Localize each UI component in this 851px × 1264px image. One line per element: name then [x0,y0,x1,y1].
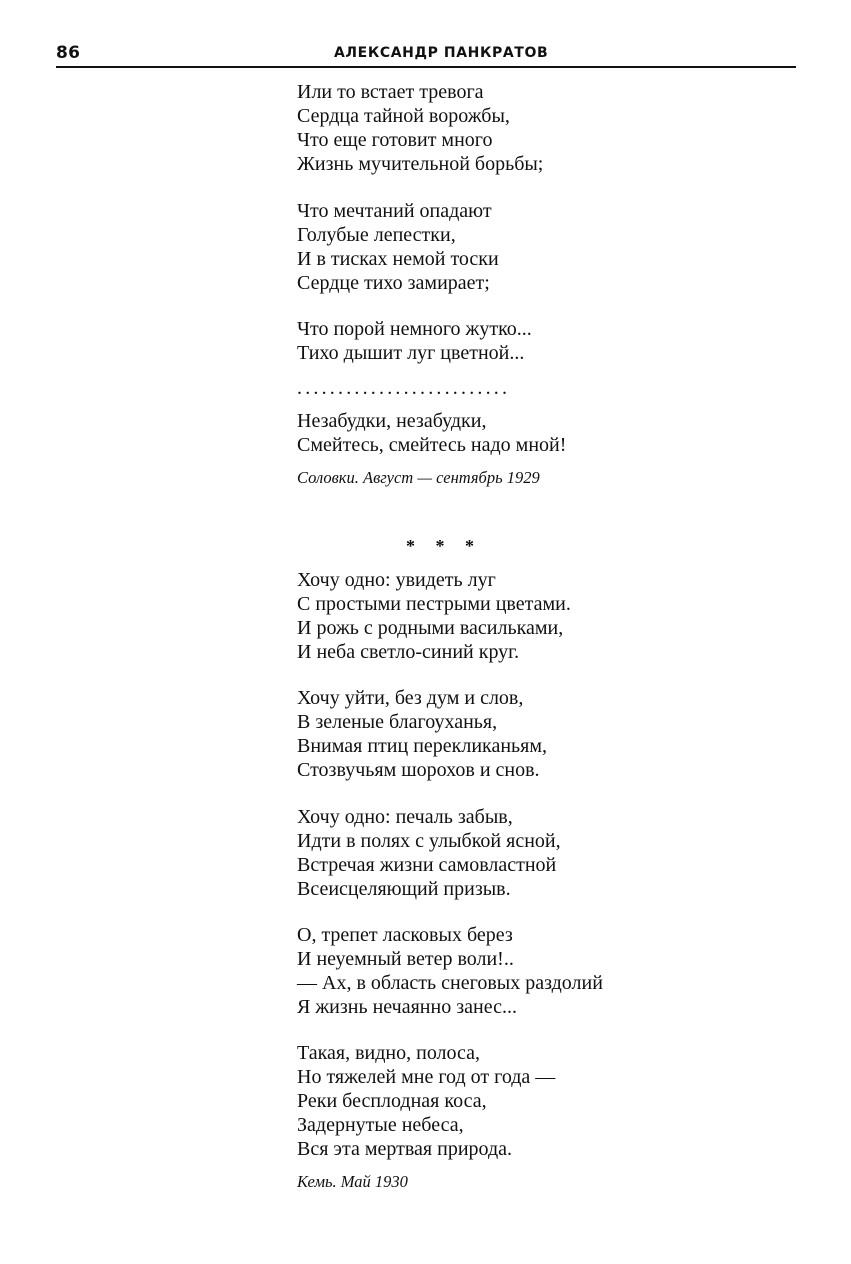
ellipsis-line: .......................... [297,377,511,399]
poem-line: Стозвучьям шорохов и снов. [297,759,540,781]
poem-line: Голубые лепестки, [297,224,456,246]
poem1-stanza-1 [297,80,543,176]
poem1-stanza-3 [297,317,532,365]
poem-line: О, трепет ласковых берез [297,924,513,946]
poem-line: Тихо дышит луг цветной... [297,342,525,364]
poem2-stanza-3 [297,805,561,901]
poem-line: Всеисцеляющий призыв. [297,878,511,900]
poem-line: И неуемный ветер воли!.. [297,948,514,970]
poem-line: Незабудки, незабудки, [297,410,487,432]
poem1-stanza-2 [297,199,499,295]
poem-line: Хочу одно: увидеть луг [297,569,496,591]
poem1-signature: Соловки. Август — сентябрь 1929 [297,468,540,487]
poem-line: И рожь с родными васильками, [297,617,564,639]
poem-line: С простыми пестрыми цветами. [297,593,571,615]
poem2-stanza-1 [297,568,571,664]
poem-line: Сердца тайной ворожбы, [297,105,510,127]
poem-line: Сердце тихо замирает; [297,272,490,294]
poem-line: Внимая птиц перекликаньям, [297,735,548,757]
poem-line: Или то встает тревога [297,81,484,103]
poem-line: Вся эта мертвая природа. [297,1138,513,1160]
poem-line: Я жизнь нечаянно занес... [297,996,517,1018]
poem1-stanza-4 [297,409,566,457]
poem-line: Реки бесплодная коса, [297,1090,487,1112]
poem-line: Жизнь мучительной борьбы; [297,153,544,175]
page-number: 86 [56,43,81,63]
poem-line: В зеленые благоуханья, [297,711,498,733]
poem-line: Что порой немного жутко... [297,318,532,340]
poem-line: И в тисках немой тоски [297,248,499,270]
poem-line: Что мечтаний опадают [297,200,492,222]
poem-line: Что еще готовит много [297,129,493,151]
poem2-signature: Кемь. Май 1930 [297,1172,408,1191]
poem-line: Хочу одно: печаль забыв, [297,806,513,828]
section-separator: * * * [406,536,482,556]
poem-line: И неба светло-синий круг. [297,641,520,663]
poem-line: Хочу уйти, без дум и слов, [297,687,524,709]
poem-line: Такая, видно, полоса, [297,1042,481,1064]
poem-line: Встречая жизни самовластной [297,854,557,876]
poem-line: — Ах, в область снеговых раздолий [297,972,603,994]
poem-line: Но тяжелей мне год от года — [297,1066,556,1088]
poem2-stanza-5 [297,1041,555,1161]
poem-line: Идти в полях с улыбкой ясной, [297,830,561,852]
poem-line: Смейтесь, смейтесь надо мной! [297,434,567,456]
running-head: АЛЕКСАНДР ПАНКРАТОВ [334,45,549,61]
poem2-stanza-2 [297,686,547,782]
poem2-stanza-4 [297,923,603,1019]
poem-line: Задернутые небеса, [297,1114,464,1136]
page-header [56,42,796,68]
